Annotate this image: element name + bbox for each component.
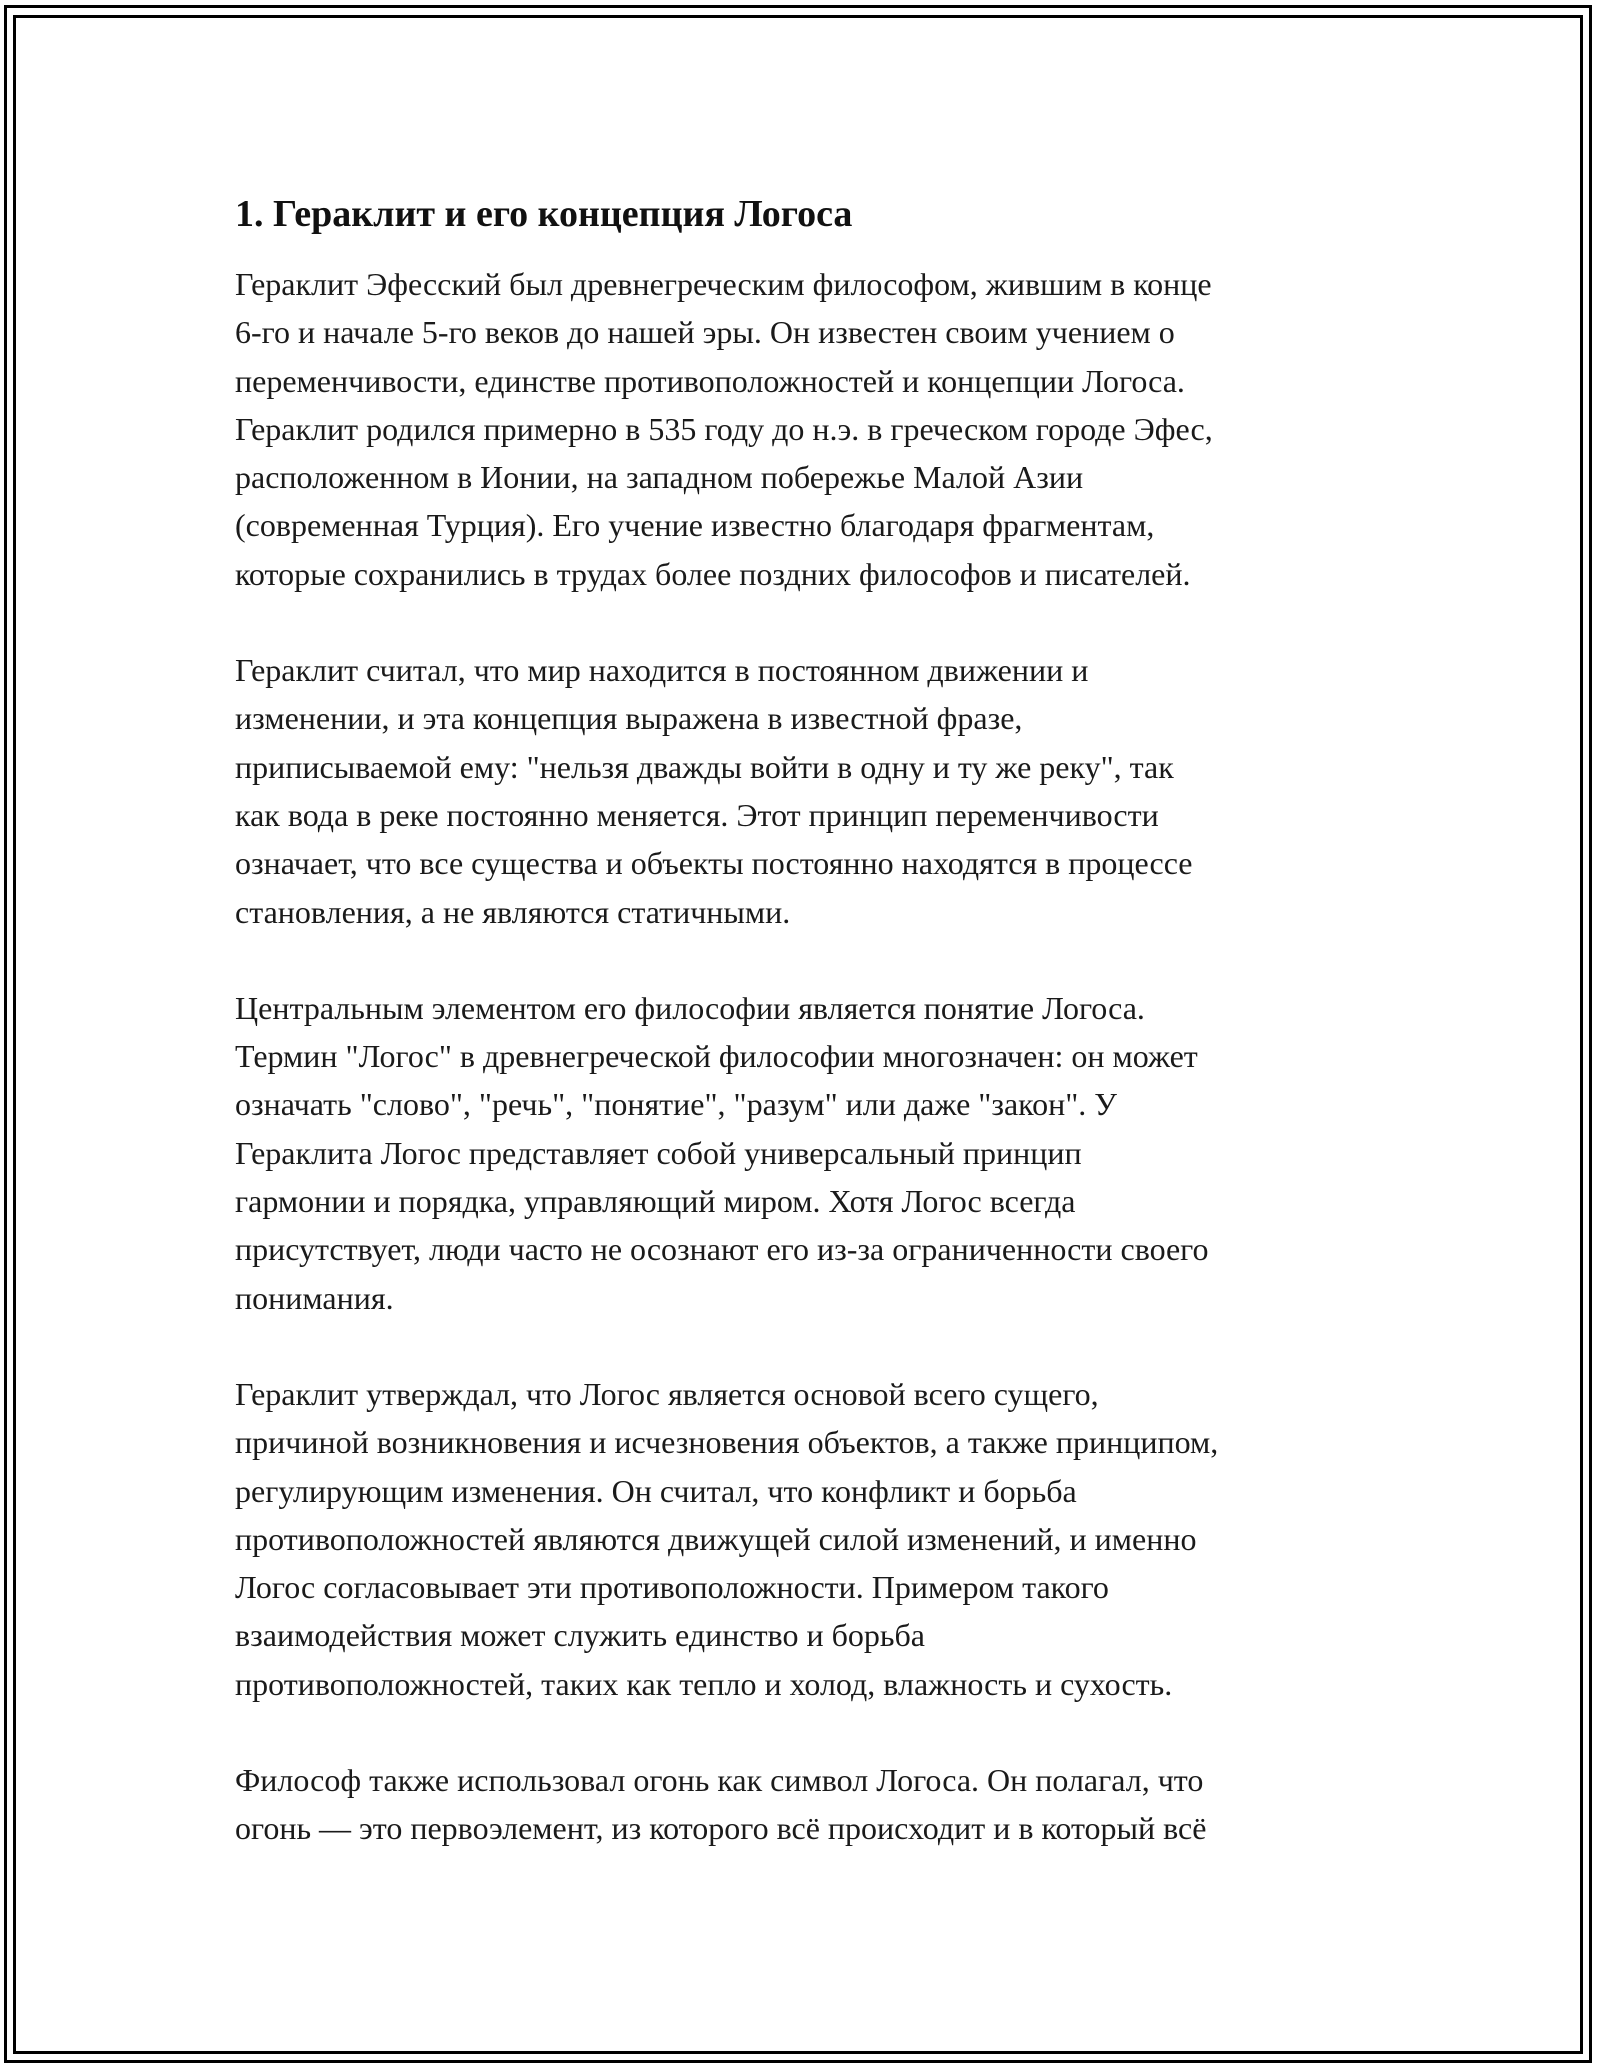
text-line: взаимодействия может служить единство и борьба [235, 1617, 925, 1654]
paragraph-4 [235, 1370, 1385, 1708]
section-heading: 1. Гераклит и его концепция Логоса [235, 193, 853, 235]
text-line: Гераклит утверждал, что Логос является основой всего сущего, [235, 1375, 1099, 1412]
text-line: которые сохранились в трудах более поздних философов и писателей. [235, 555, 1191, 592]
paragraph-2 [235, 646, 1385, 936]
paragraph-5 [235, 1756, 1385, 1853]
text-line: Логос согласовывает эти противоположности. Примером такого [235, 1569, 1109, 1606]
text-line: Гераклит Эфесский был древнегреческим философом, жившим в конце [235, 266, 1212, 302]
text-line: присутствует, люди часто не осознают его из-за ограниченности своего [235, 1231, 1209, 1268]
text-line: Гераклит родился примерно в 535 году до н.э. в греческом городе Эфес, [235, 410, 1213, 447]
text-line: гармонии и порядка, управляющий миром. Хотя Логос всегда [235, 1183, 1076, 1220]
text-line: приписываемой ему: "нельзя дважды войти в одну и ту же реку", так [235, 748, 1174, 785]
text-line: противоположностей являются движущей силой изменений, и именно [235, 1520, 1197, 1557]
text-line: изменении, и эта концепция выражена в известной фразе, [235, 700, 1023, 737]
text-line: становления, а не являются статичными. [235, 893, 791, 930]
text-line: Термин "Логос" в древнегреческой философии многозначен: он может [235, 1038, 1198, 1075]
text-line: понимания. [235, 1279, 394, 1316]
text-line: (современная Турция). Его учение известно благодаря фрагментам, [235, 507, 1155, 544]
text-line: Центральным элементом его философии является понятие Логоса. [235, 989, 1145, 1026]
text-line: причиной возникновения и исчезновения объектов, а также принципом, [235, 1424, 1219, 1461]
document-body [235, 186, 1385, 1901]
text-line: переменчивости, единстве противоположностей и концепции Логоса. [235, 362, 1185, 399]
text-line: регулирующим изменения. Он считал, что конфликт и борьба [235, 1472, 1077, 1509]
text-line: противоположностей, таких как тепло и холод, влажность и сухость. [235, 1665, 1173, 1702]
text-line: расположенном в Ионии, на западном побережье Малой Азии [235, 459, 1084, 496]
text-line: означает, что все существа и объекты постоянно находятся в процессе [235, 845, 1193, 882]
text-line: Философ также использовал огонь как символ Логоса. Он полагал, что [235, 1762, 1204, 1799]
paragraph-3 [235, 984, 1385, 1322]
text-line: означать "слово", "речь", "понятие", "разум" или даже "закон". У [235, 1086, 1117, 1123]
text-line: Гераклита Логос представляет собой универсальный принцип [235, 1134, 1082, 1171]
text-line: Гераклит считал, что мир находится в постоянном движении и [235, 652, 1089, 689]
text-line: 6-го и начале 5-го веков до нашей эры. Он известен своим учением о [235, 314, 1175, 351]
paragraph-1 [235, 260, 1385, 598]
text-line: огонь — это первоэлемент, из которого всё происходит и в который всё [235, 1810, 1207, 1847]
text-line: как вода в реке постоянно меняется. Этот принцип переменчивости [235, 796, 1159, 833]
